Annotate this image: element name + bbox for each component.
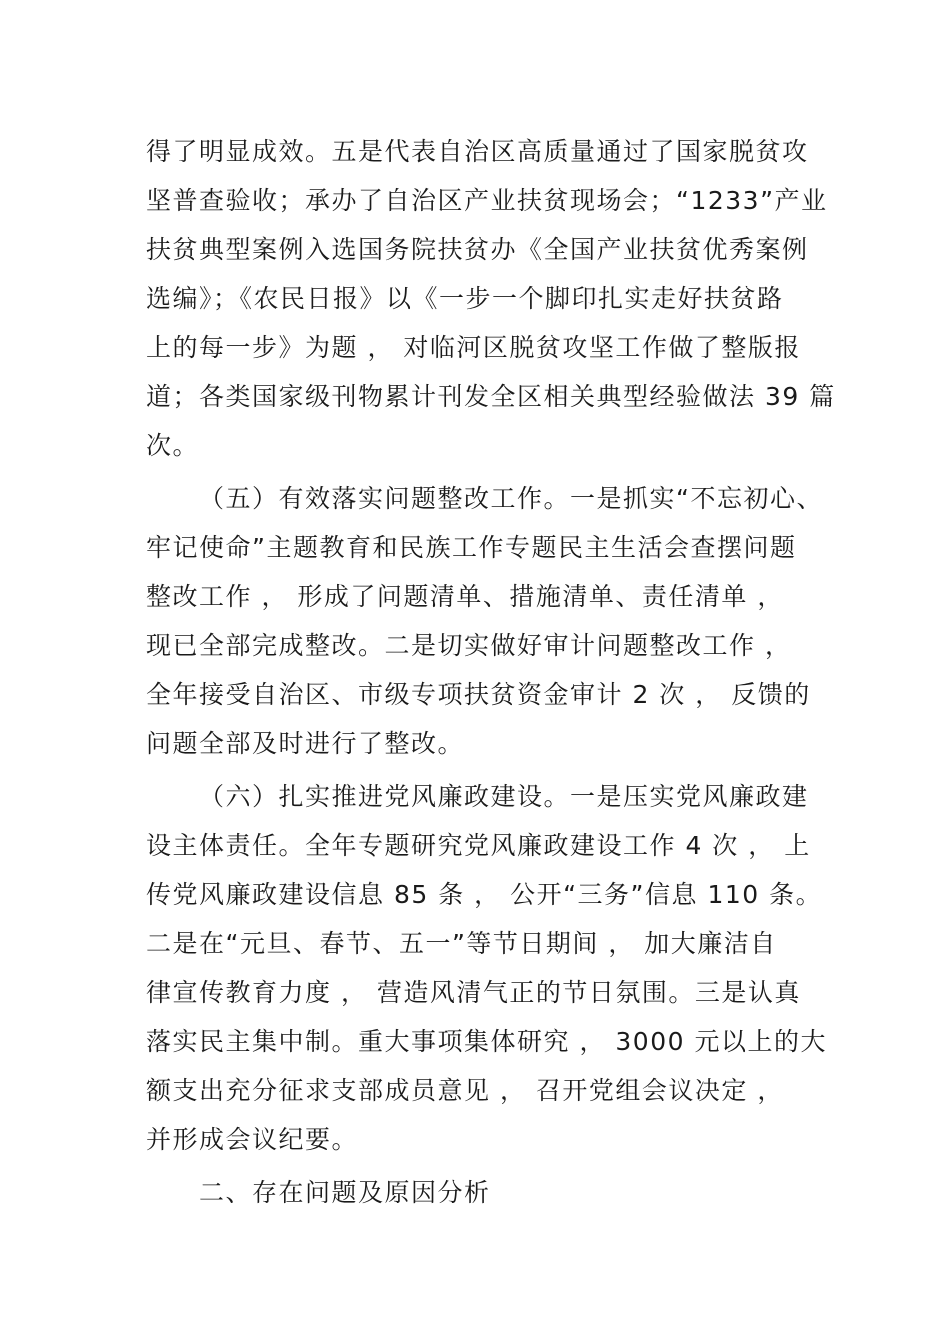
body-text-line: 全年接受自治区、市级专项扶贫资金审计 2 次 ， 反馈的 <box>146 680 811 709</box>
body-text-line: 额支出充分征求支部成员意见 ， 召开党组会议决定 ， <box>146 1076 784 1105</box>
body-text-line: 扶贫典型案例入选国务院扶贫办《全国产业扶贫优秀案例 <box>146 235 809 264</box>
body-text-line: 问题全部及时进行了整改。 <box>146 729 465 758</box>
body-text-line: 传党风廉政建设信息 85 条 ， 公开“三务”信息 110 条。 <box>146 880 823 909</box>
body-text-line: 落实民主集中制。重大事项集体研究 ， 3000 元以上的大 <box>146 1027 827 1056</box>
body-text-line: 并形成会议纪要。 <box>146 1125 359 1154</box>
section-heading-6: （六）扎实推进党风廉政建设。一是压实党风廉政建 <box>199 782 809 811</box>
body-text-line: 二是在“元旦、春节、五一”等节日期间 ， 加大廉洁自 <box>146 929 777 958</box>
body-text-line: 次。 <box>146 431 200 460</box>
body-text-line: 上的每一步》为题 ， 对临河区脱贫攻坚工作做了整版报 <box>146 333 801 362</box>
body-text-line: 道；各类国家级刊物累计刊发全区相关典型经验做法 39 篇 <box>146 382 836 411</box>
body-text-line: 坚普查验收；承办了自治区产业扶贫现场会；“1233”产业 <box>146 186 828 215</box>
chapter-heading: 二、存在问题及原因分析 <box>199 1178 491 1207</box>
body-text-line: 得了明显成效。五是代表自治区高质量通过了国家脱贫攻 <box>146 137 809 166</box>
body-text-line: 设主体责任。全年专题研究党风廉政建设工作 4 次 ， 上 <box>146 831 811 860</box>
body-text-line: 选编》；《农民日报》以《一步一个脚印扎实走好扶贫路 <box>146 284 784 313</box>
section-heading-5: （五）有效落实问题整改工作。一是抓实“不忘初心、 <box>199 484 823 513</box>
body-text-line: 牢记使命”主题教育和民族工作专题民主生活会查摆问题 <box>146 533 797 562</box>
body-text-line: 律宣传教育力度 ， 营造风清气正的节日氛围。三是认真 <box>146 978 801 1007</box>
body-text-line: 整改工作 ， 形成了问题清单、措施清单、责任清单 ， <box>146 582 784 611</box>
body-text-line: 现已全部完成整改。二是切实做好审计问题整改工作 ， <box>146 631 792 660</box>
